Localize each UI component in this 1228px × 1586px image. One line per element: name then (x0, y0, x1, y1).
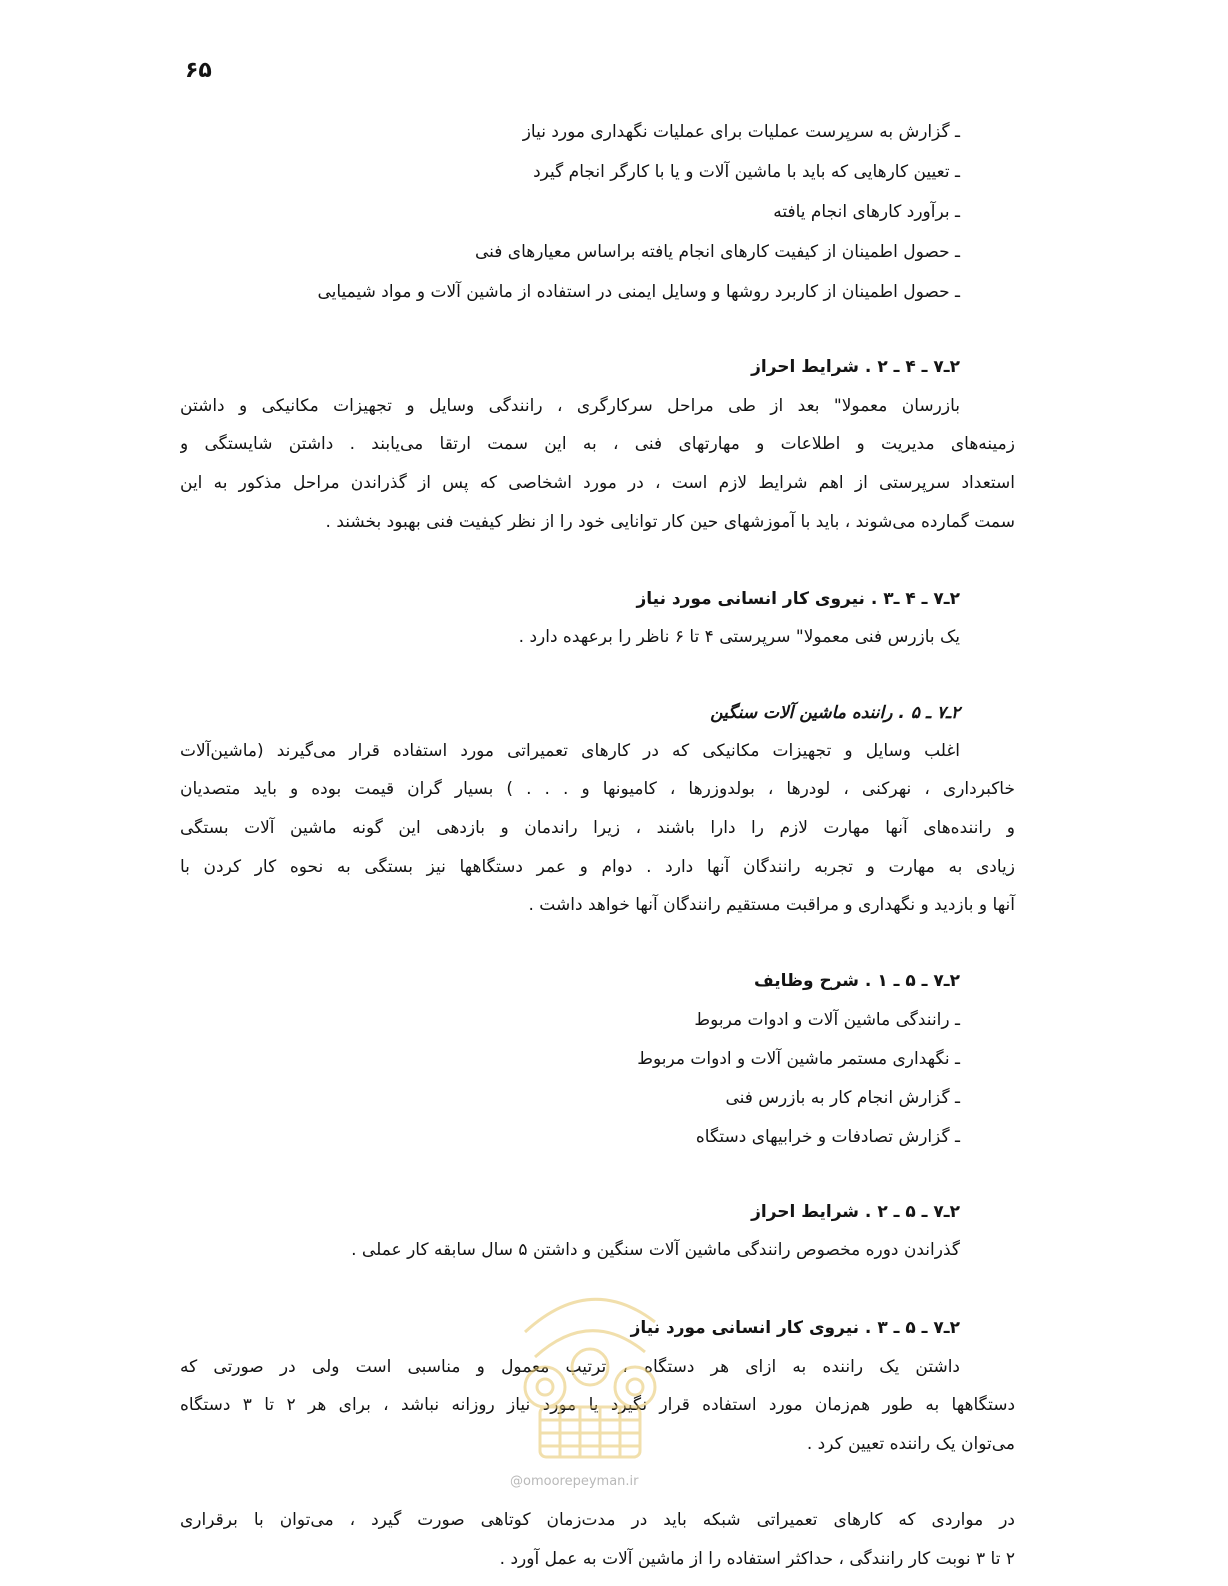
watermark-logo-icon (505, 1262, 675, 1472)
paragraph-line: در مواردی که کارهای تعمیراتی شبکه باید در مدت‌زمان کوتاهی صورت گیرد ، می‌توان با برقراری (180, 1510, 1015, 1530)
section-heading: ۲ـ۷ ـ ۵ ـ ۳ . نیروی کار انسانی مورد نیاز (630, 1318, 960, 1338)
paragraph-line: زمینه‌های مدیریت و اطلاعات و مهارتهای فنی ، به این سمت ارتقا می‌یابند . داشتن شایستگی و (180, 434, 1015, 454)
paragraph-line: ۲ تا ۳ نوبت کار رانندگی ، حداکثر استفاده را از ماشین آلات به عمل آورد . (499, 1549, 1015, 1569)
paragraph-line: سمت گمارده می‌شوند ، باید با آموزشهای حین کار توانایی خود را از نظر کیفیت فنی بهبود بخشند . (325, 512, 1015, 532)
section-heading: ۲ـ۷ ـ ۴ ـ۳ . نیروی کار انسانی مورد نیاز (636, 589, 960, 609)
paragraph-line: بازرسان معمولا" بعد از طی مراحل سرکارگری ، رانندگی وسایل و تجهیزات مکانیکی و داشتن (180, 396, 960, 416)
list-item: ـ نگهداری مستمر ماشین آلات و ادوات مربوط (637, 1049, 960, 1069)
paragraph-line: یک بازرس فنی معمولا" سرپرستی ۴ تا ۶ ناظر را برعهده دارد . (518, 627, 960, 647)
list-item: ـ حصول اطمینان از کاربرد روشها و وسایل ایمنی در استفاده از ماشین آلات و مواد شیمیایی (317, 282, 960, 302)
list-item: ـ حصول اطمینان از کیفیت کارهای انجام یافته براساس معیارهای فنی (474, 242, 960, 262)
list-item: ـ تعیین کارهایی که باید با ماشین آلات و یا با کارگر انجام گیرد (533, 162, 960, 182)
list-item: ـ گزارش به سرپرست عملیات برای عملیات نگهداری مورد نیاز (522, 122, 960, 142)
watermark-url: @omoorepeyman.ir (510, 1474, 639, 1489)
section-heading: ۲ـ۷ ـ ۵ . راننده ماشین آلات سنگین (710, 703, 960, 723)
section-heading: ۲ـ۷ ـ ۵ ـ ۱ . شرح وظایف (753, 971, 960, 991)
section-heading: ۲ـ۷ ـ ۴ ـ ۲ . شرایط احراز (751, 357, 960, 377)
paragraph-line: و راننده‌های آنها مهارت لازم را دارا باشند ، زیرا راندمان و بازدهی این گونه ماشین آلات بستگی (180, 818, 1015, 838)
page-number: ۶۵ (185, 58, 212, 83)
list-item: ـ رانندگی ماشین آلات و ادوات مربوط (694, 1010, 960, 1030)
paragraph-line: اغلب وسایل و تجهیزات مکانیکی که در کارهای تعمیراتی مورد استفاده قرار می‌گیرند (ماشین‌آلات (180, 741, 960, 761)
paragraph-line: گذراندن دوره مخصوص رانندگی ماشین آلات سنگین و داشتن ۵ سال سابقه کار عملی . (351, 1240, 960, 1260)
paragraph-line: دستگاهها به طور هم‌زمان مورد استفاده قرار نگیرد یا مورد نیاز روزانه نباشد ، برای هر ۲ تا ۳ دستگاه (180, 1395, 1015, 1415)
list-item: ـ برآورد کارهای انجام یافته (773, 202, 960, 222)
list-item: ـ گزارش تصادفات و خرابیهای دستگاه (695, 1127, 960, 1147)
paragraph-line: داشتن یک راننده به ازای هر دستگاه ، ترتیب معمول و مناسبی است ولی در صورتی که (180, 1357, 960, 1377)
paragraph-line: استعداد سرپرستی از اهم شرایط لازم است ، در مورد اشخاصی که پس از گذراندن مراحل مذکور به این (180, 473, 1015, 493)
paragraph-line: آنها و بازدید و نگهداری و مراقبت مستقیم رانندگان آنها خواهد داشت . (528, 895, 1015, 915)
paragraph-line: زیادی به مهارت و تجربه رانندگان آنها دارد . دوام و عمر دستگاهها نیز بستگی به نحوه کار کردن با (180, 857, 1015, 877)
paragraph-line: خاکبرداری ، نهرکنی ، لودرها ، بولدوزرها ، کامیونها و . . . ) بسیار گران قیمت بوده و باید متصدیان (180, 779, 1015, 799)
list-item: ـ گزارش انجام کار به بازرس فنی (725, 1088, 960, 1108)
paragraph-line: می‌توان یک راننده تعیین کرد . (806, 1434, 1015, 1454)
section-heading: ۲ـ۷ ـ ۵ ـ ۲ . شرایط احراز (751, 1202, 960, 1222)
